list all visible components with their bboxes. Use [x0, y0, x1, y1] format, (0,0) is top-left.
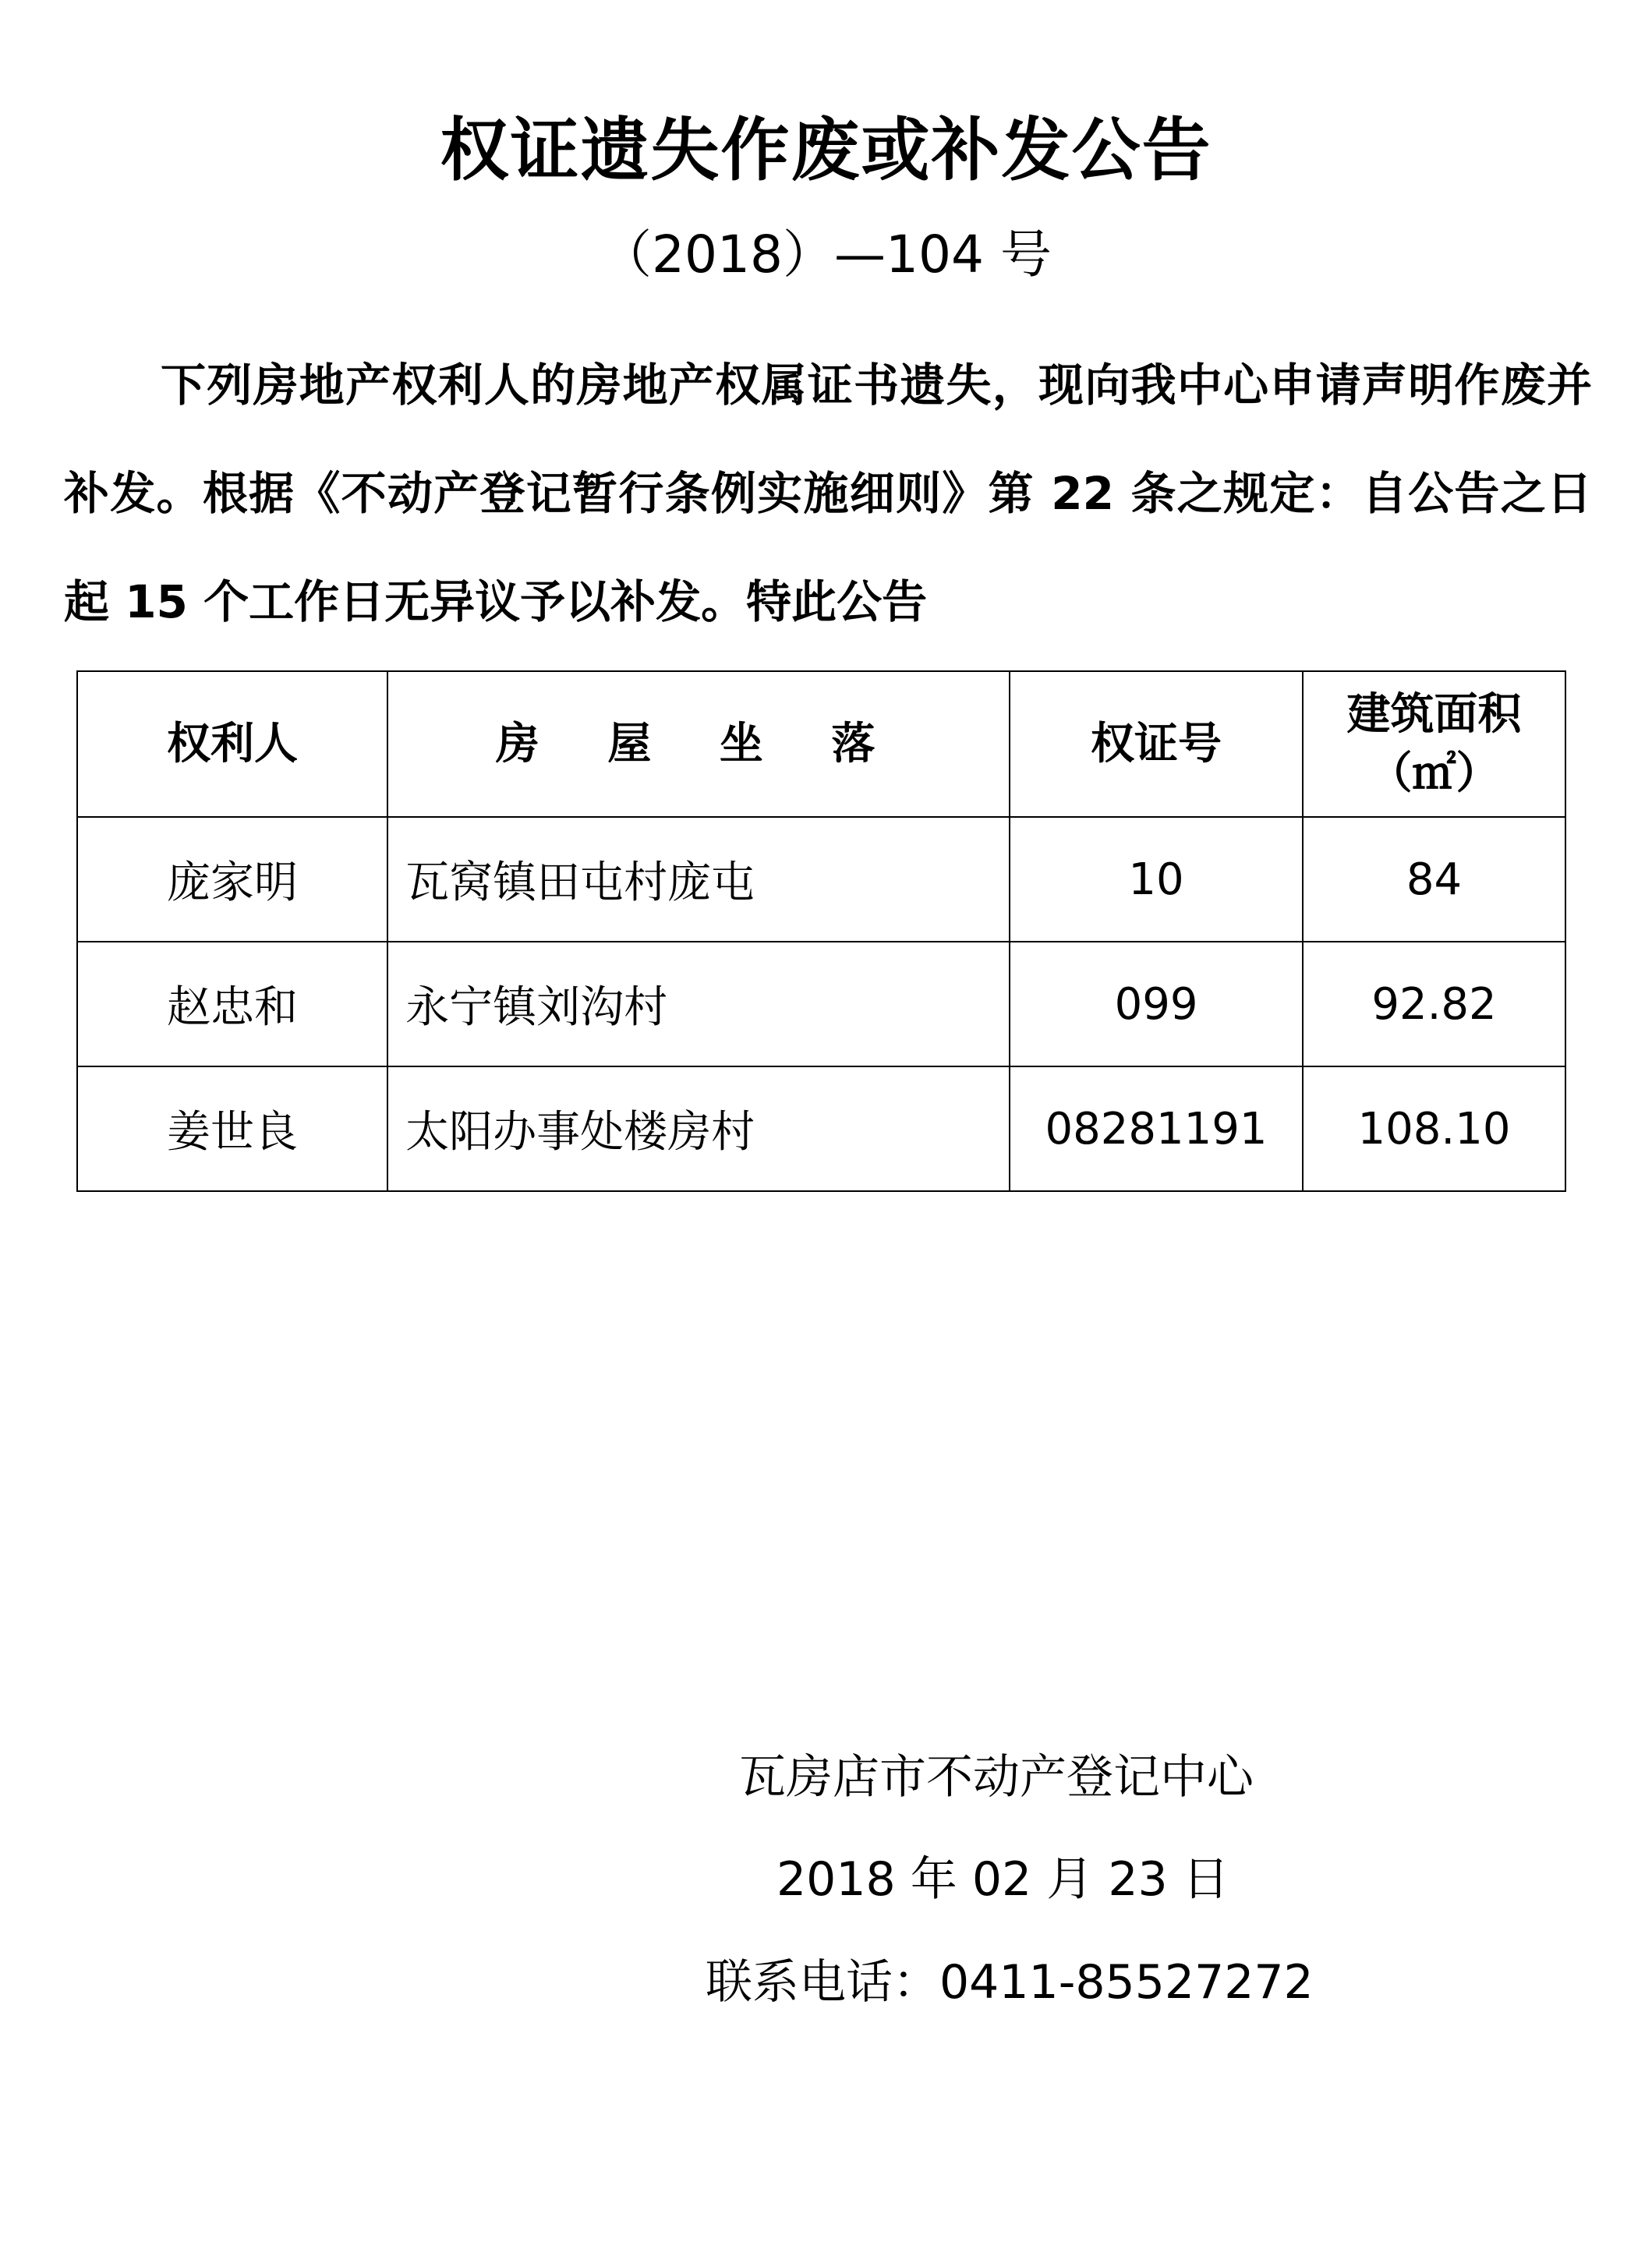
- issuing-organization: 瓦房店市不动产登记中心: [739, 1750, 1254, 1805]
- header-location: 房 屋 坐 落: [387, 671, 1010, 817]
- header-cert-no: 权证号: [1010, 671, 1303, 817]
- cell-location: 永宁镇刘沟村: [387, 942, 1010, 1066]
- cell-location: 瓦窝镇田屯村庞屯: [387, 817, 1010, 942]
- cell-location: 太阳办事处楼房村: [387, 1066, 1010, 1191]
- cell-cert-no: 10: [1010, 817, 1303, 942]
- cell-area: 108.10: [1303, 1066, 1565, 1191]
- issue-date: 2018 年 02 月 23 日: [776, 1852, 1229, 1907]
- cell-area: 84: [1303, 817, 1565, 942]
- table-header-row: [77, 671, 1565, 817]
- header-owner: 权利人: [77, 671, 387, 817]
- header-area: [1303, 671, 1565, 817]
- notice-title: 权证遗失作废或补发公告: [440, 110, 1212, 190]
- header-area-unit: （㎡）: [1368, 748, 1500, 799]
- table-row: [77, 1066, 1565, 1191]
- document-number: （2018）—104 号: [600, 225, 1052, 285]
- header-area-label: 建筑面积: [1346, 688, 1522, 740]
- table-row: [77, 942, 1565, 1066]
- cell-cert-no: 08281191: [1010, 1066, 1303, 1191]
- cell-owner: 姜世良: [77, 1066, 387, 1191]
- cell-owner: 赵忠和: [77, 942, 387, 1066]
- notice-body: 下列房地产权利人的房地产权属证书遗失，现向我中心申请声明作废并补发。根据《不动产登记暂行条例实施细则》第 22 条之规定：自公告之日起 15 个工作日无异议予以补发。特此公告: [64, 359, 1592, 628]
- cell-owner: 庞家明: [77, 817, 387, 942]
- cell-area: 92.82: [1303, 942, 1565, 1066]
- cell-cert-no: 099: [1010, 942, 1303, 1066]
- contact-phone: 联系电话：0411-85527272: [706, 1955, 1314, 2010]
- table-row: [77, 817, 1565, 942]
- lost-certificate-table: [76, 670, 1566, 1192]
